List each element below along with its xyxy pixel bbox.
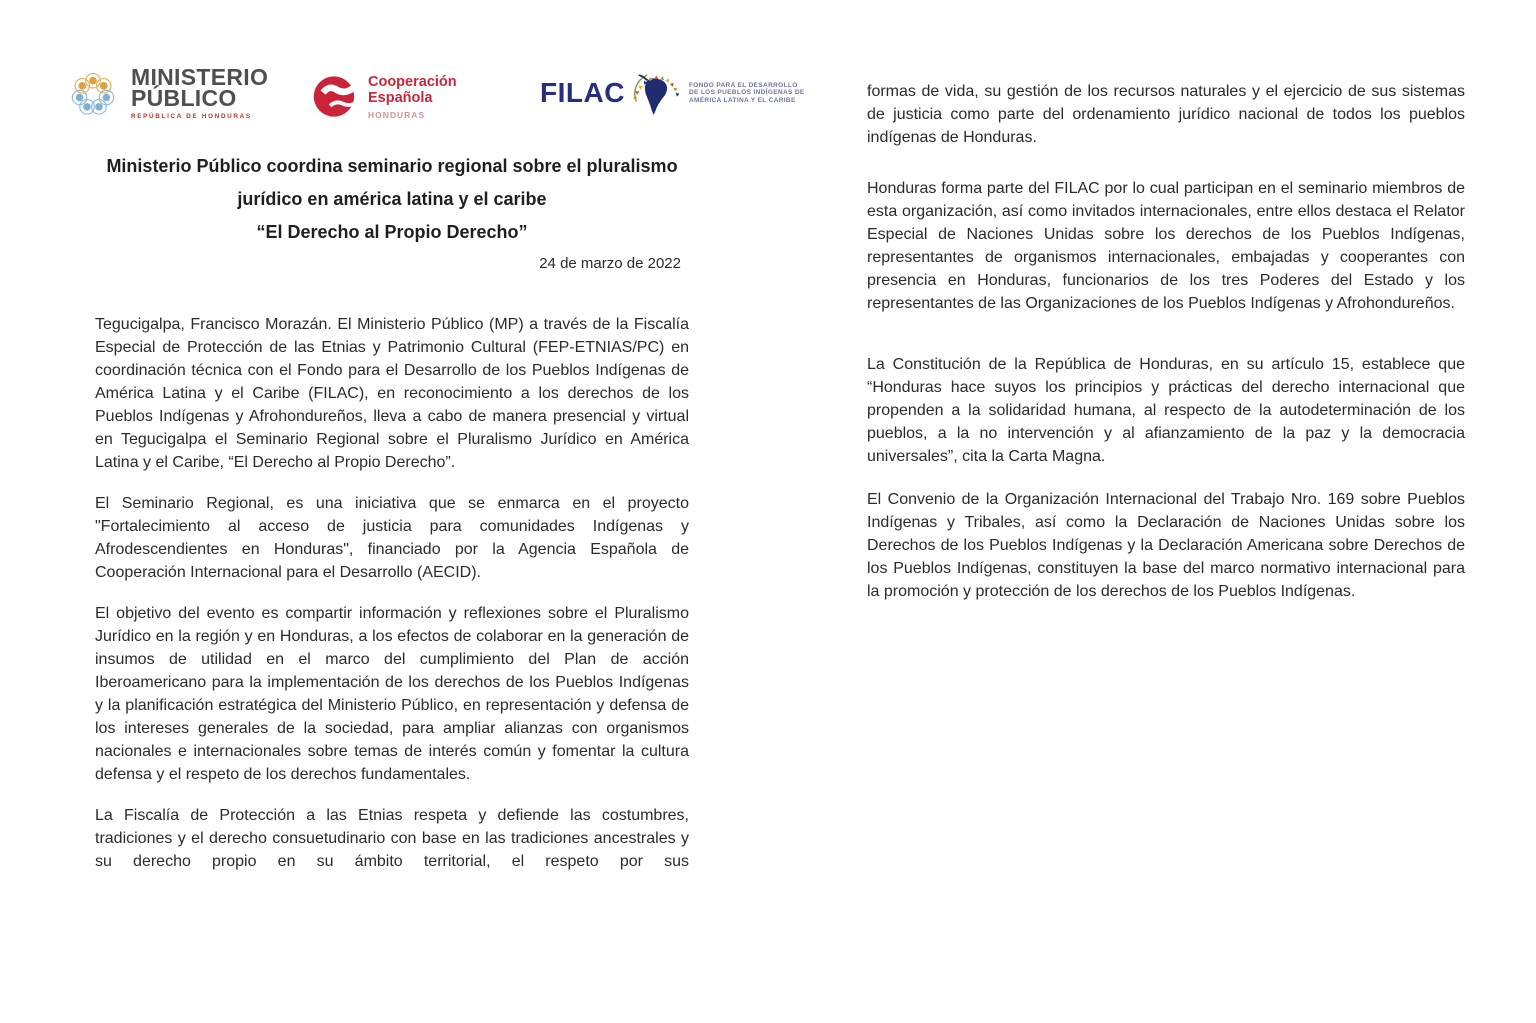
paragraph: El objetivo del evento es compartir información y reflexiones sobre el Pluralismo Jurídico en la región y en Honduras, a los efectos de colaborar en la generación de insumos de utilidad en el marco del cumplimiento del Plan de acción Iberoamericano para la implementación de los derechos de los Pueblos Indígenas y la planificación estratégica del Ministerio Público, en representación y defensa de los intereses generales de la sociedad, para ampliar alianzas con organismos nacionales e internacionales sobre temas de interés común y fomentar la cultura defensa y el respeto de los derechos fundamentales. (95, 605, 689, 783)
coop-title-line1: Cooperación (368, 73, 457, 90)
filac-tagline (689, 82, 805, 105)
ministerio-publico-logo (64, 64, 268, 122)
cooperacion-espanola-c-icon (313, 73, 358, 120)
filac-logo (540, 70, 805, 116)
filac-map-icon (631, 70, 679, 116)
paragraph-continuation: La Fiscalía de Protección a las Etnias respeta y defiende las costumbres, tradiciones y el derecho consuetudinario con base en las tradiciones ancestrales y su derecho propio en su ámbito territorial, el respeto por sus (95, 807, 689, 870)
ministerio-publico-wordmark (131, 63, 269, 120)
ministerio-publico-emblem-icon (64, 64, 122, 122)
document-title: Ministerio Público coordina seminario regional sobre el pluralismo jurídico en américa latina y el caribe (106, 156, 678, 209)
document-header (95, 150, 689, 272)
paragraph-lead: Tegucigalpa, Francisco Morazán. El Ministerio Público (MP) a través de la Fiscalía Especial de Protección de las Etnias y Patrimonio Cultural (FEP-ETNIAS/PC) en coordinación técnica con el Fondo para el Desarrollo de los Pueblos Indígenas de América Latina y el Caribe (FILAC), en reconocimiento a los derechos de los Pueblos Indígenas y Afrohondureños, lleva a cabo de manera presencial y virtual en Tegucigalpa el Seminario Regional sobre el Pluralismo Jurídico en América Latina y el Caribe, “El Derecho al Propio Derecho”. (95, 316, 689, 471)
mp-title-line2: PÚBLICO (131, 84, 237, 111)
cooperacion-espanola-logo (313, 73, 457, 120)
left-column (95, 313, 689, 891)
mp-title-line1: MINISTERIO (131, 63, 269, 90)
paragraph: El Seminario Regional, es una iniciativa que se enmarca en el proyecto "Fortalecimiento al acceso de justicia para comunidades Indígenas y Afrodescendientes en Honduras", financiado por la Agencia Española de Cooperación Internacional para el Desarrollo (AECID). (95, 495, 689, 581)
document-subtitle: “El Derecho al Propio Derecho” (256, 222, 528, 242)
filac-acronym: FILAC (540, 77, 625, 108)
paragraph: Honduras forma parte del FILAC por lo cual participan en el seminario miembros de esta organización, así como invitados internacionales, entre ellos destaca el Relator Especial de Naciones Unidas sobre los derechos de los Pueblos Indígenas, representantes de organismos internacionales, embajadas y cooperantes con presencia en Honduras, funcionarios de los tres Poderes del Estado y los representantes de las Organizaciones de los Pueblos Indígenas y Afrohondureños. (867, 180, 1465, 312)
filac-tagline-line2: DE LOS PUEBLOS INDÍGENAS DE (688, 89, 805, 97)
paragraph-continuation: formas de vida, su gestión de los recursos naturales y el ejercicio de sus sistemas de justicia como parte del ordenamiento jurídico nacional de todos los pueblos indígenas de Honduras. (867, 83, 1465, 146)
filac-tagline-line3: AMÉRICA LATINA Y EL CARIBE (688, 96, 796, 104)
cooperacion-espanola-wordmark (368, 74, 457, 120)
paragraph: La Constitución de la República de Honduras, en su artículo 15, establece que “Honduras hace suyos los principios y prácticas del derecho internacional que propenden a la solidaridad humana, al respecto de la autodeterminación de los pueblos, a la no intervención y al afianzamiento de la paz y la democracia universales”, cita la Carta Magna. (867, 356, 1465, 465)
right-column (867, 80, 1465, 631)
coop-region-label: HONDURAS (368, 109, 426, 120)
filac-tagline-line1: FONDO PARA EL DESARROLLO (688, 81, 798, 89)
coop-title-line2: Española (368, 90, 433, 106)
paragraph: El Convenio de la Organización Internacional del Trabajo Nro. 169 sobre Pueblos Indígenas y Tribales, así como la Declaración de Naciones Unidas sobre los Derechos de los Pueblos Indígenas y la Declaración Americana sobre Derechos de los Pueblos Indígenas, constituyen la base del marco normativo internacional para la promoción y protección de los derechos de los Pueblos Indígenas. (867, 491, 1465, 600)
mp-subtitle: REPÚBLICA DE HONDURAS (131, 112, 252, 120)
document-date: 24 de marzo de 2022 (539, 255, 681, 272)
